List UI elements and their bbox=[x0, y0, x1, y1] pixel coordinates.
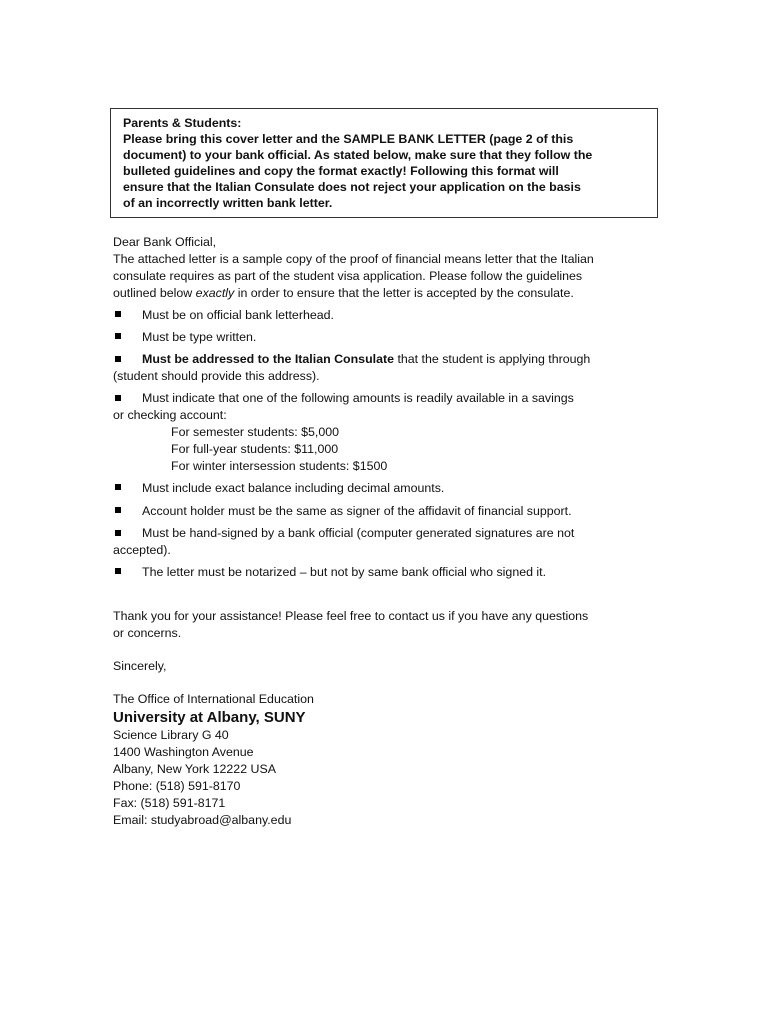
bullet-letterhead bbox=[113, 307, 658, 324]
square-bullet-icon bbox=[115, 311, 121, 317]
intro-text: outlined below bbox=[113, 286, 196, 300]
bullet-text: Must be type written. bbox=[142, 330, 257, 344]
notice-line: of an incorrectly written bank letter. bbox=[123, 196, 333, 210]
notice-line: document) to your bank official. As stated below, make sure that they follow the bbox=[123, 148, 593, 162]
fax-line: Fax: (518) 591-8171 bbox=[113, 796, 226, 810]
bullet-text: The letter must be notarized – but not by same bank official who signed it. bbox=[142, 565, 547, 579]
intro-line: The attached letter is a sample copy of the proof of financial means letter that the Italian bbox=[113, 252, 594, 266]
closing: Sincerely, bbox=[113, 659, 167, 673]
intro-emphasis: exactly bbox=[195, 286, 235, 300]
letter-body bbox=[113, 234, 658, 829]
notice-heading: Parents & Students: bbox=[123, 116, 242, 130]
square-bullet-icon bbox=[115, 356, 121, 362]
notice-line: ensure that the Italian Consulate does not reject your application on the basis bbox=[123, 180, 581, 194]
amount-item: For full-year students: $11,000 bbox=[171, 442, 339, 456]
intro-line bbox=[113, 285, 658, 302]
square-bullet-icon bbox=[115, 395, 121, 401]
amount-item: For winter intersession students: $1500 bbox=[171, 459, 388, 473]
square-bullet-icon bbox=[115, 568, 121, 574]
address-line: Science Library G 40 bbox=[113, 728, 229, 742]
address-line: 1400 Washington Avenue bbox=[113, 745, 254, 759]
bullet-continuation: or checking account: bbox=[113, 408, 227, 422]
bullet-balance bbox=[113, 480, 658, 497]
bullet-addressed bbox=[113, 351, 658, 368]
intro-line: consulate requires as part of the student visa application. Please follow the guidelines bbox=[113, 269, 583, 283]
thanks-line: or concerns. bbox=[113, 626, 182, 640]
bullet-text: that the student is applying through bbox=[394, 352, 591, 366]
university-name: University at Albany, SUNY bbox=[113, 709, 306, 726]
bullet-text: Must include exact balance including decimal amounts. bbox=[142, 481, 445, 495]
email-line: Email: studyabroad@albany.edu bbox=[113, 813, 292, 827]
bullet-typed bbox=[113, 329, 658, 346]
square-bullet-icon bbox=[115, 484, 121, 490]
address-line: Albany, New York 12222 USA bbox=[113, 762, 277, 776]
bullet-continuation: accepted). bbox=[113, 543, 171, 557]
bullet-text: Must be on official bank letterhead. bbox=[142, 308, 334, 322]
square-bullet-icon bbox=[115, 507, 121, 513]
phone-line: Phone: (518) 591-8170 bbox=[113, 779, 241, 793]
intro-text: in order to ensure that the letter is accepted by the consulate. bbox=[234, 286, 574, 300]
bullet-text: Must be hand-signed by a bank official (computer generated signatures are not bbox=[142, 526, 575, 540]
square-bullet-icon bbox=[115, 530, 121, 536]
bullet-signed bbox=[113, 525, 658, 542]
notice-box bbox=[110, 108, 658, 218]
thanks-line: Thank you for your assistance! Please feel free to contact us if you have any questions bbox=[113, 609, 589, 623]
bullet-continuation: (student should provide this address). bbox=[113, 369, 320, 383]
bullet-amounts bbox=[113, 390, 658, 407]
bullet-bold-text: Must be addressed to the Italian Consulate bbox=[142, 352, 394, 366]
square-bullet-icon bbox=[115, 333, 121, 339]
office-name: The Office of International Education bbox=[113, 692, 314, 706]
notice-line: Please bring this cover letter and the SAMPLE BANK LETTER (page 2 of this bbox=[123, 132, 574, 146]
bullet-notarized bbox=[113, 564, 658, 581]
amount-item: For semester students: $5,000 bbox=[171, 425, 340, 439]
bullet-text: Must indicate that one of the following amounts is readily available in a savings bbox=[142, 391, 574, 405]
bullet-text: Account holder must be the same as signer of the affidavit of financial support. bbox=[142, 504, 572, 518]
salutation: Dear Bank Official, bbox=[113, 235, 217, 249]
notice-line: bulleted guidelines and copy the format exactly! Following this format will bbox=[123, 164, 559, 178]
bullet-holder bbox=[113, 503, 658, 520]
